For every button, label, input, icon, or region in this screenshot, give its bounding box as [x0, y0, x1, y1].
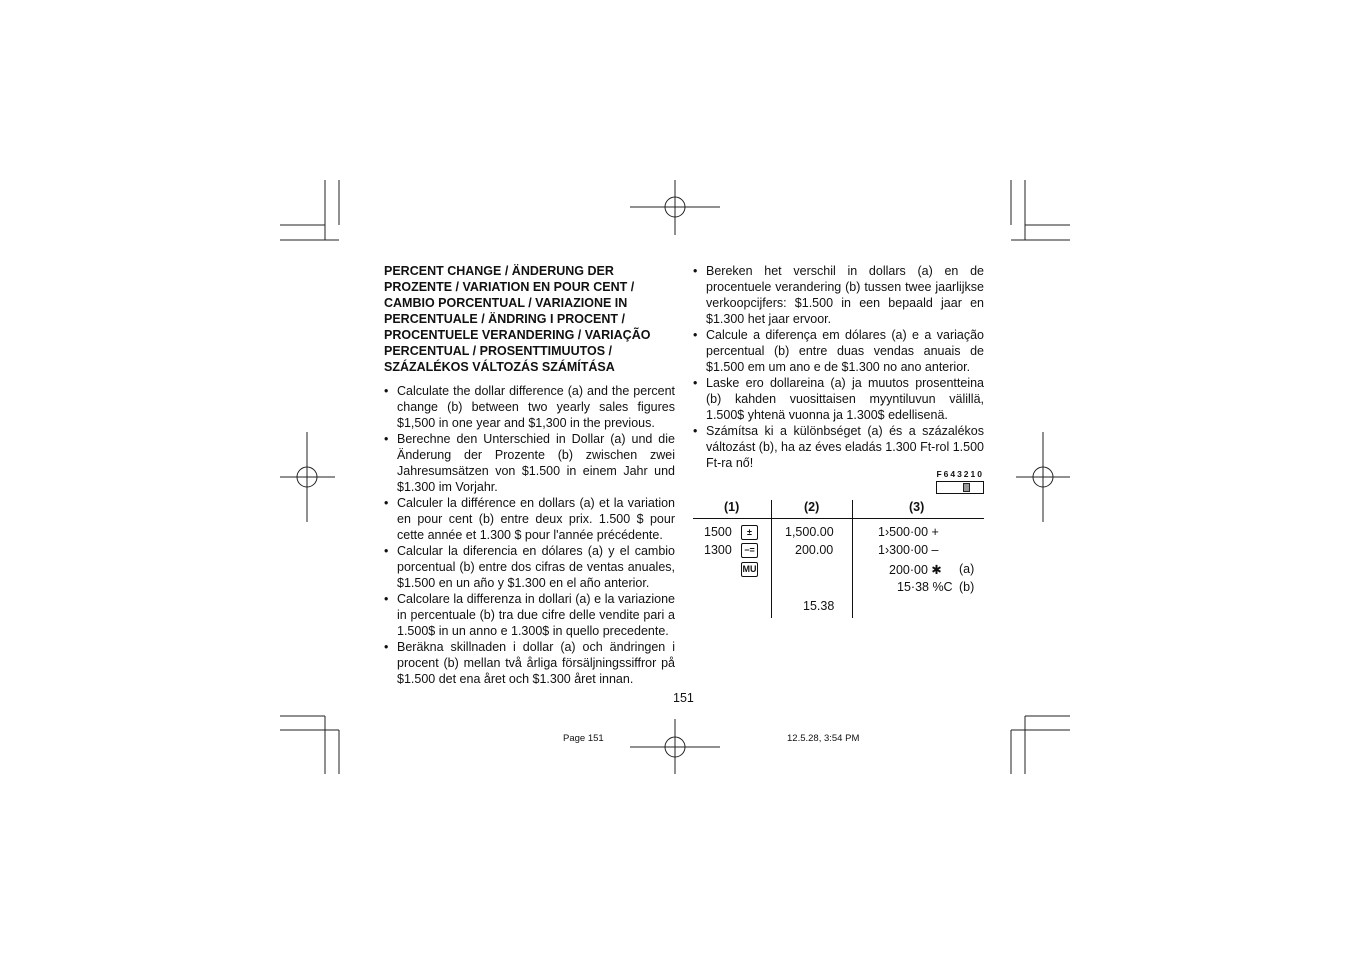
right-column [693, 263, 984, 479]
entry-1300: 1300 [704, 543, 732, 557]
header-col-2: (2) [804, 500, 820, 514]
registration-mark-bottom [630, 719, 720, 774]
display-row-1: 1,500.00 [785, 525, 834, 539]
instruction-es: • Calcular la diferencia en dólares (a) y el cambio porcentual (b) entre dos cifras de ventas anuales, $1.500 en un año y $1.300 en el año anterior. [384, 543, 675, 591]
registration-mark-right [1016, 432, 1070, 522]
instruction-it: • Calcolare la differenza in dollari (a) e la variazione in percentuale (b) tra due cifre delle vendite pari a 1.500$ in un anno e 1.300$ in quello precedente. [384, 591, 675, 639]
column-divider-2 [852, 500, 853, 618]
section-heading: PERCENT CHANGE / ÄNDERUNG DER PROZENTE / VARIATION EN POUR CENT / CAMBIO PORCENTUAL / VARIAZIONE IN PERCENTUALE / ÄNDRING I PROCENT / PROCENTUELE VERANDERING / VARIAÇÃO PERCENTUAL / PROSENTTIMUUTOS / SZÁZALÉKOS VÁLTOZÁS SZÁMÍTÁSA [384, 264, 651, 374]
header-rule [693, 518, 984, 519]
switch-slider [936, 481, 984, 494]
display-row-2: 200.00 [795, 543, 834, 557]
print-row-4: 15·38 %C [897, 580, 953, 594]
instruction-fr: • Calculer la différence en dollars (a) et la variation en pour cent (b) entre deux prix. 1.500 $ pour cette année et 1.300 $ pour l'année précédente. [384, 495, 675, 543]
plus-minus-key-icon: ± [741, 525, 758, 540]
note-b: (b) [959, 580, 975, 594]
print-row-3: 200·00 ✱ [889, 563, 942, 577]
entry-1500: 1500 [704, 525, 732, 539]
header-col-3: (3) [909, 500, 925, 514]
left-instruction-list [384, 383, 675, 687]
page-number: 151 [673, 691, 694, 705]
print-row-2: 1›300·00 – [878, 543, 939, 557]
calculation-table [693, 500, 984, 618]
column-divider-1 [771, 500, 772, 618]
decimal-switch-indicator [936, 469, 984, 494]
display-row-5: 15.38 [803, 599, 835, 613]
mu-key-icon: MU [741, 562, 758, 577]
footer-timestamp: 12.5.28, 3:54 PM [787, 733, 860, 744]
instruction-nl: • Bereken het verschil in dollars (a) en de procentuele verandering (b) tussen twee jaarlijkse verkoopcijfers: $1.500 in een bepaald jaar en $1.300 het jaar ervoor. [693, 263, 984, 327]
instruction-en: • Calculate the dollar difference (a) and the percent change (b) between two yearly sales figures $1,500 in one year and $1,300 in the previous. [384, 383, 675, 431]
instruction-sv: • Beräkna skillnaden i dollar (a) och ändringen i procent (b) mellan två årliga försäljningssiffror på $1.500 det ena året och $1.300 året innan. [384, 639, 675, 687]
registration-mark-top [630, 180, 720, 235]
instruction-de: • Berechne den Unterschied in Dollar (a) und die Änderung der Prozente (b) zwischen zwei Jahresumsätzen von $1.500 in einem Jahr und $1.300 im Vorjahr. [384, 431, 675, 495]
instruction-fi: • Laske ero dollareina (a) ja muutos prosentteina (b) kahden vuosittaisen myyntiluvun välillä, 1.500$ yhtenä vuonna ja 1.300$ edellisenä. [693, 375, 984, 423]
instruction-pt: • Calcule a diferença em dólares (a) e a variação percentual (b) entre duas vendas anuais de $1.500 em um ano e de $1.300 no ano anterior. [693, 327, 984, 375]
footer-page-label: Page 151 [563, 733, 604, 744]
registration-mark-left [280, 432, 335, 522]
switch-code: F643210 [936, 469, 984, 479]
instruction-hu: • Számítsa ki a különbséget (a) és a százalékos változást (b), ha az éves eladás 1.300 Ft-rol 1.500 Ft-ra nő! [693, 423, 984, 471]
minus-equals-key-icon: −= [741, 543, 758, 558]
print-row-1: 1›500·00 + [878, 525, 939, 539]
switch-knob [963, 483, 970, 492]
note-a: (a) [959, 562, 975, 576]
right-instruction-list [693, 263, 984, 471]
left-column [384, 263, 675, 687]
header-col-1: (1) [724, 500, 740, 514]
